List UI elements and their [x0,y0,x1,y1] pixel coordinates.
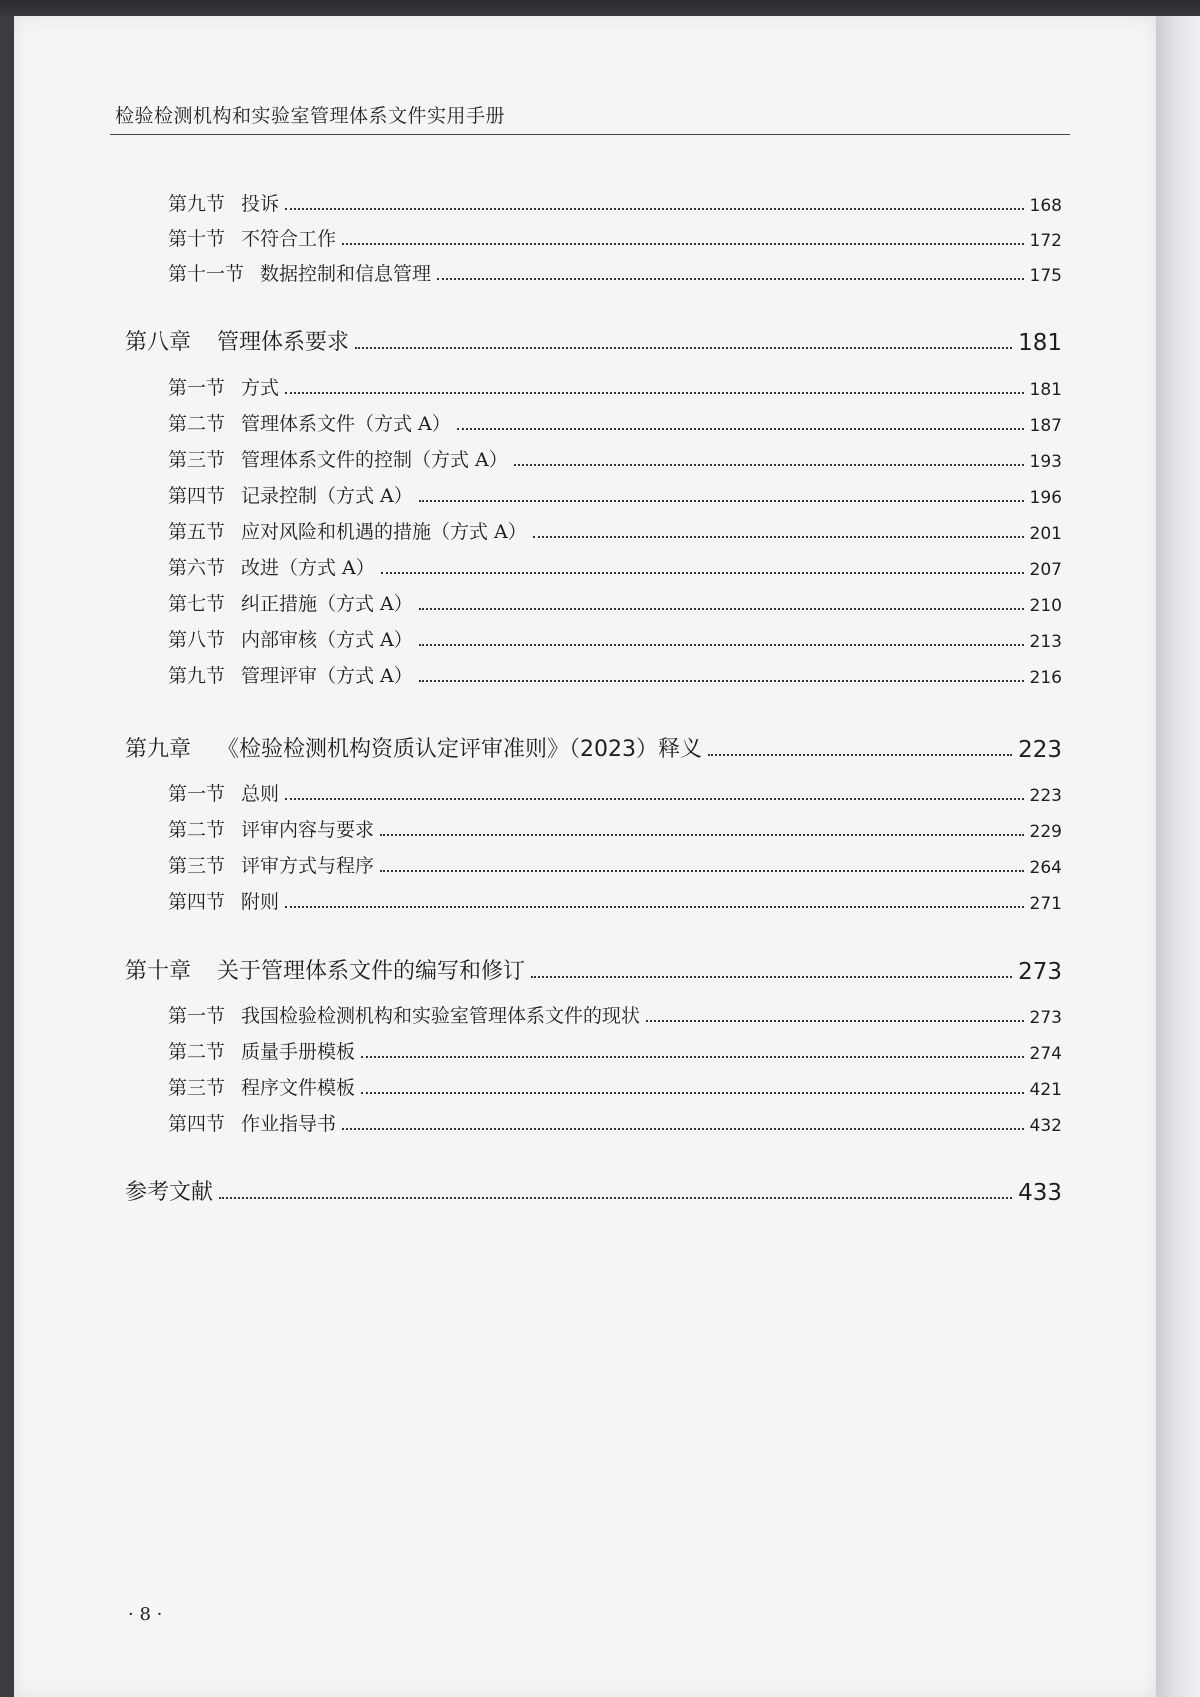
dot-leader [380,870,1024,872]
toc-section[interactable] [168,1038,1062,1064]
section-number: 第一节 [168,783,226,805]
dot-leader [419,644,1024,646]
toc-section[interactable] [168,780,1062,806]
toc-section[interactable] [168,482,1062,508]
toc-chapter[interactable] [125,955,1062,985]
dot-leader [457,428,1024,430]
chapter-number: 第十章 [125,959,192,984]
dot-leader [419,500,1024,502]
toc-chapter[interactable] [125,733,1062,763]
toc-section[interactable] [168,590,1062,616]
section-title: 应对风险和机遇的措施（方式 A） [241,521,527,543]
toc-section[interactable] [168,852,1062,878]
section-number: 第四节 [168,485,226,507]
section-number: 第十节 [168,228,226,250]
page-edge [1156,16,1200,1697]
page-number: 433 [1018,1180,1062,1206]
section-title: 不符合工作 [241,228,337,250]
running-header: 检验检测机构和实验室管理体系文件实用手册 [115,105,506,127]
section-title: 方式 [241,377,280,399]
section-title: 程序文件模板 [241,1077,356,1099]
toc-section[interactable] [168,626,1062,652]
page-number: 193 [1029,452,1062,472]
section-title: 数据控制和信息管理 [260,263,432,285]
dot-leader [533,536,1024,538]
chapter-title: 关于管理体系文件的编写和修订 [217,959,526,984]
chapter-number: 第八章 [125,330,192,355]
toc-section[interactable] [168,662,1062,688]
section-title: 管理评审（方式 A） [241,665,413,687]
dot-leader [708,754,1012,756]
page-number: 172 [1029,231,1062,251]
section-number: 第二节 [168,1041,226,1063]
chapter-title: 《检验检测机构资质认定评审准则》（2023）释义 [217,737,703,762]
section-title: 纠正措施（方式 A） [241,593,413,615]
page-number: 223 [1029,786,1062,806]
section-title: 记录控制（方式 A） [241,485,413,507]
page-number: 274 [1029,1044,1062,1064]
page-number: 216 [1029,668,1062,688]
dot-leader [285,392,1024,394]
dot-leader [514,464,1024,466]
page-number: 175 [1029,266,1062,286]
section-title: 质量手册模板 [241,1041,356,1063]
section-number: 第三节 [168,449,226,471]
section-title: 内部审核（方式 A） [241,629,413,651]
toc-chapter[interactable] [125,326,1062,356]
toc-section[interactable] [168,260,1062,286]
toc-section[interactable] [168,1002,1062,1028]
dot-leader [219,1197,1012,1199]
toc-section[interactable] [168,374,1062,400]
page-number: 271 [1029,894,1062,914]
page-number: 432 [1029,1116,1062,1136]
chapter-title: 管理体系要求 [217,330,350,355]
section-number: 第二节 [168,819,226,841]
toc-section[interactable] [168,225,1062,251]
page-number: 421 [1029,1080,1062,1100]
toc-section[interactable] [168,1074,1062,1100]
toc-section[interactable] [168,190,1062,216]
toc-references[interactable] [125,1176,1062,1206]
dot-leader [285,798,1024,800]
toc-section[interactable] [168,1110,1062,1136]
section-title: 管理体系文件（方式 A） [241,413,451,435]
page-number: 273 [1018,959,1062,985]
page-number: 264 [1029,858,1062,878]
section-number: 第二节 [168,413,226,435]
dot-leader [380,834,1024,836]
page-number: 181 [1029,380,1062,400]
toc-section[interactable] [168,554,1062,580]
section-title: 总则 [241,783,280,805]
section-title: 投诉 [241,193,280,215]
page-number: 223 [1018,737,1062,763]
dot-leader [531,976,1012,978]
section-number: 第三节 [168,855,226,877]
section-title: 评审方式与程序 [241,855,375,877]
page-number: 210 [1029,596,1062,616]
references-title: 参考文献 [125,1180,214,1205]
page-number: 229 [1029,822,1062,842]
dot-leader [342,243,1024,245]
dot-leader [342,1128,1024,1130]
section-number: 第九节 [168,193,226,215]
toc-section[interactable] [168,446,1062,472]
page-number: 207 [1029,560,1062,580]
section-number: 第六节 [168,557,226,579]
section-title: 改进（方式 A） [241,557,375,579]
section-title: 管理体系文件的控制（方式 A） [241,449,508,471]
page-number: 196 [1029,488,1062,508]
dot-leader [419,680,1024,682]
dot-leader [646,1020,1024,1022]
section-number: 第八节 [168,629,226,651]
section-title: 评审内容与要求 [241,819,375,841]
dot-leader [419,608,1024,610]
section-number: 第九节 [168,665,226,687]
page-folio: · 8 · [128,1604,163,1625]
section-number: 第四节 [168,891,226,913]
page-number: 201 [1029,524,1062,544]
section-title: 作业指导书 [241,1113,337,1135]
dot-leader [437,278,1024,280]
page-number: 168 [1029,196,1062,216]
dot-leader [355,347,1012,349]
section-title: 我国检验检测机构和实验室管理体系文件的现状 [241,1005,641,1027]
section-number: 第三节 [168,1077,226,1099]
section-number: 第七节 [168,593,226,615]
page-number: 181 [1018,330,1062,356]
toc-section[interactable] [168,410,1062,436]
dot-leader [361,1056,1024,1058]
section-number: 第一节 [168,1005,226,1027]
header-rule [110,134,1070,135]
dot-leader [285,906,1024,908]
toc-section[interactable] [168,888,1062,914]
chapter-number: 第九章 [125,737,192,762]
dot-leader [381,572,1024,574]
section-title: 附则 [241,891,280,913]
toc-section[interactable] [168,518,1062,544]
section-number: 第十一节 [168,263,245,285]
dot-leader [285,208,1024,210]
page-number: 213 [1029,632,1062,652]
section-number: 第一节 [168,377,226,399]
toc-section[interactable] [168,816,1062,842]
section-number: 第四节 [168,1113,226,1135]
page-number: 187 [1029,416,1062,436]
section-number: 第五节 [168,521,226,543]
page-number: 273 [1029,1008,1062,1028]
dot-leader [361,1092,1024,1094]
